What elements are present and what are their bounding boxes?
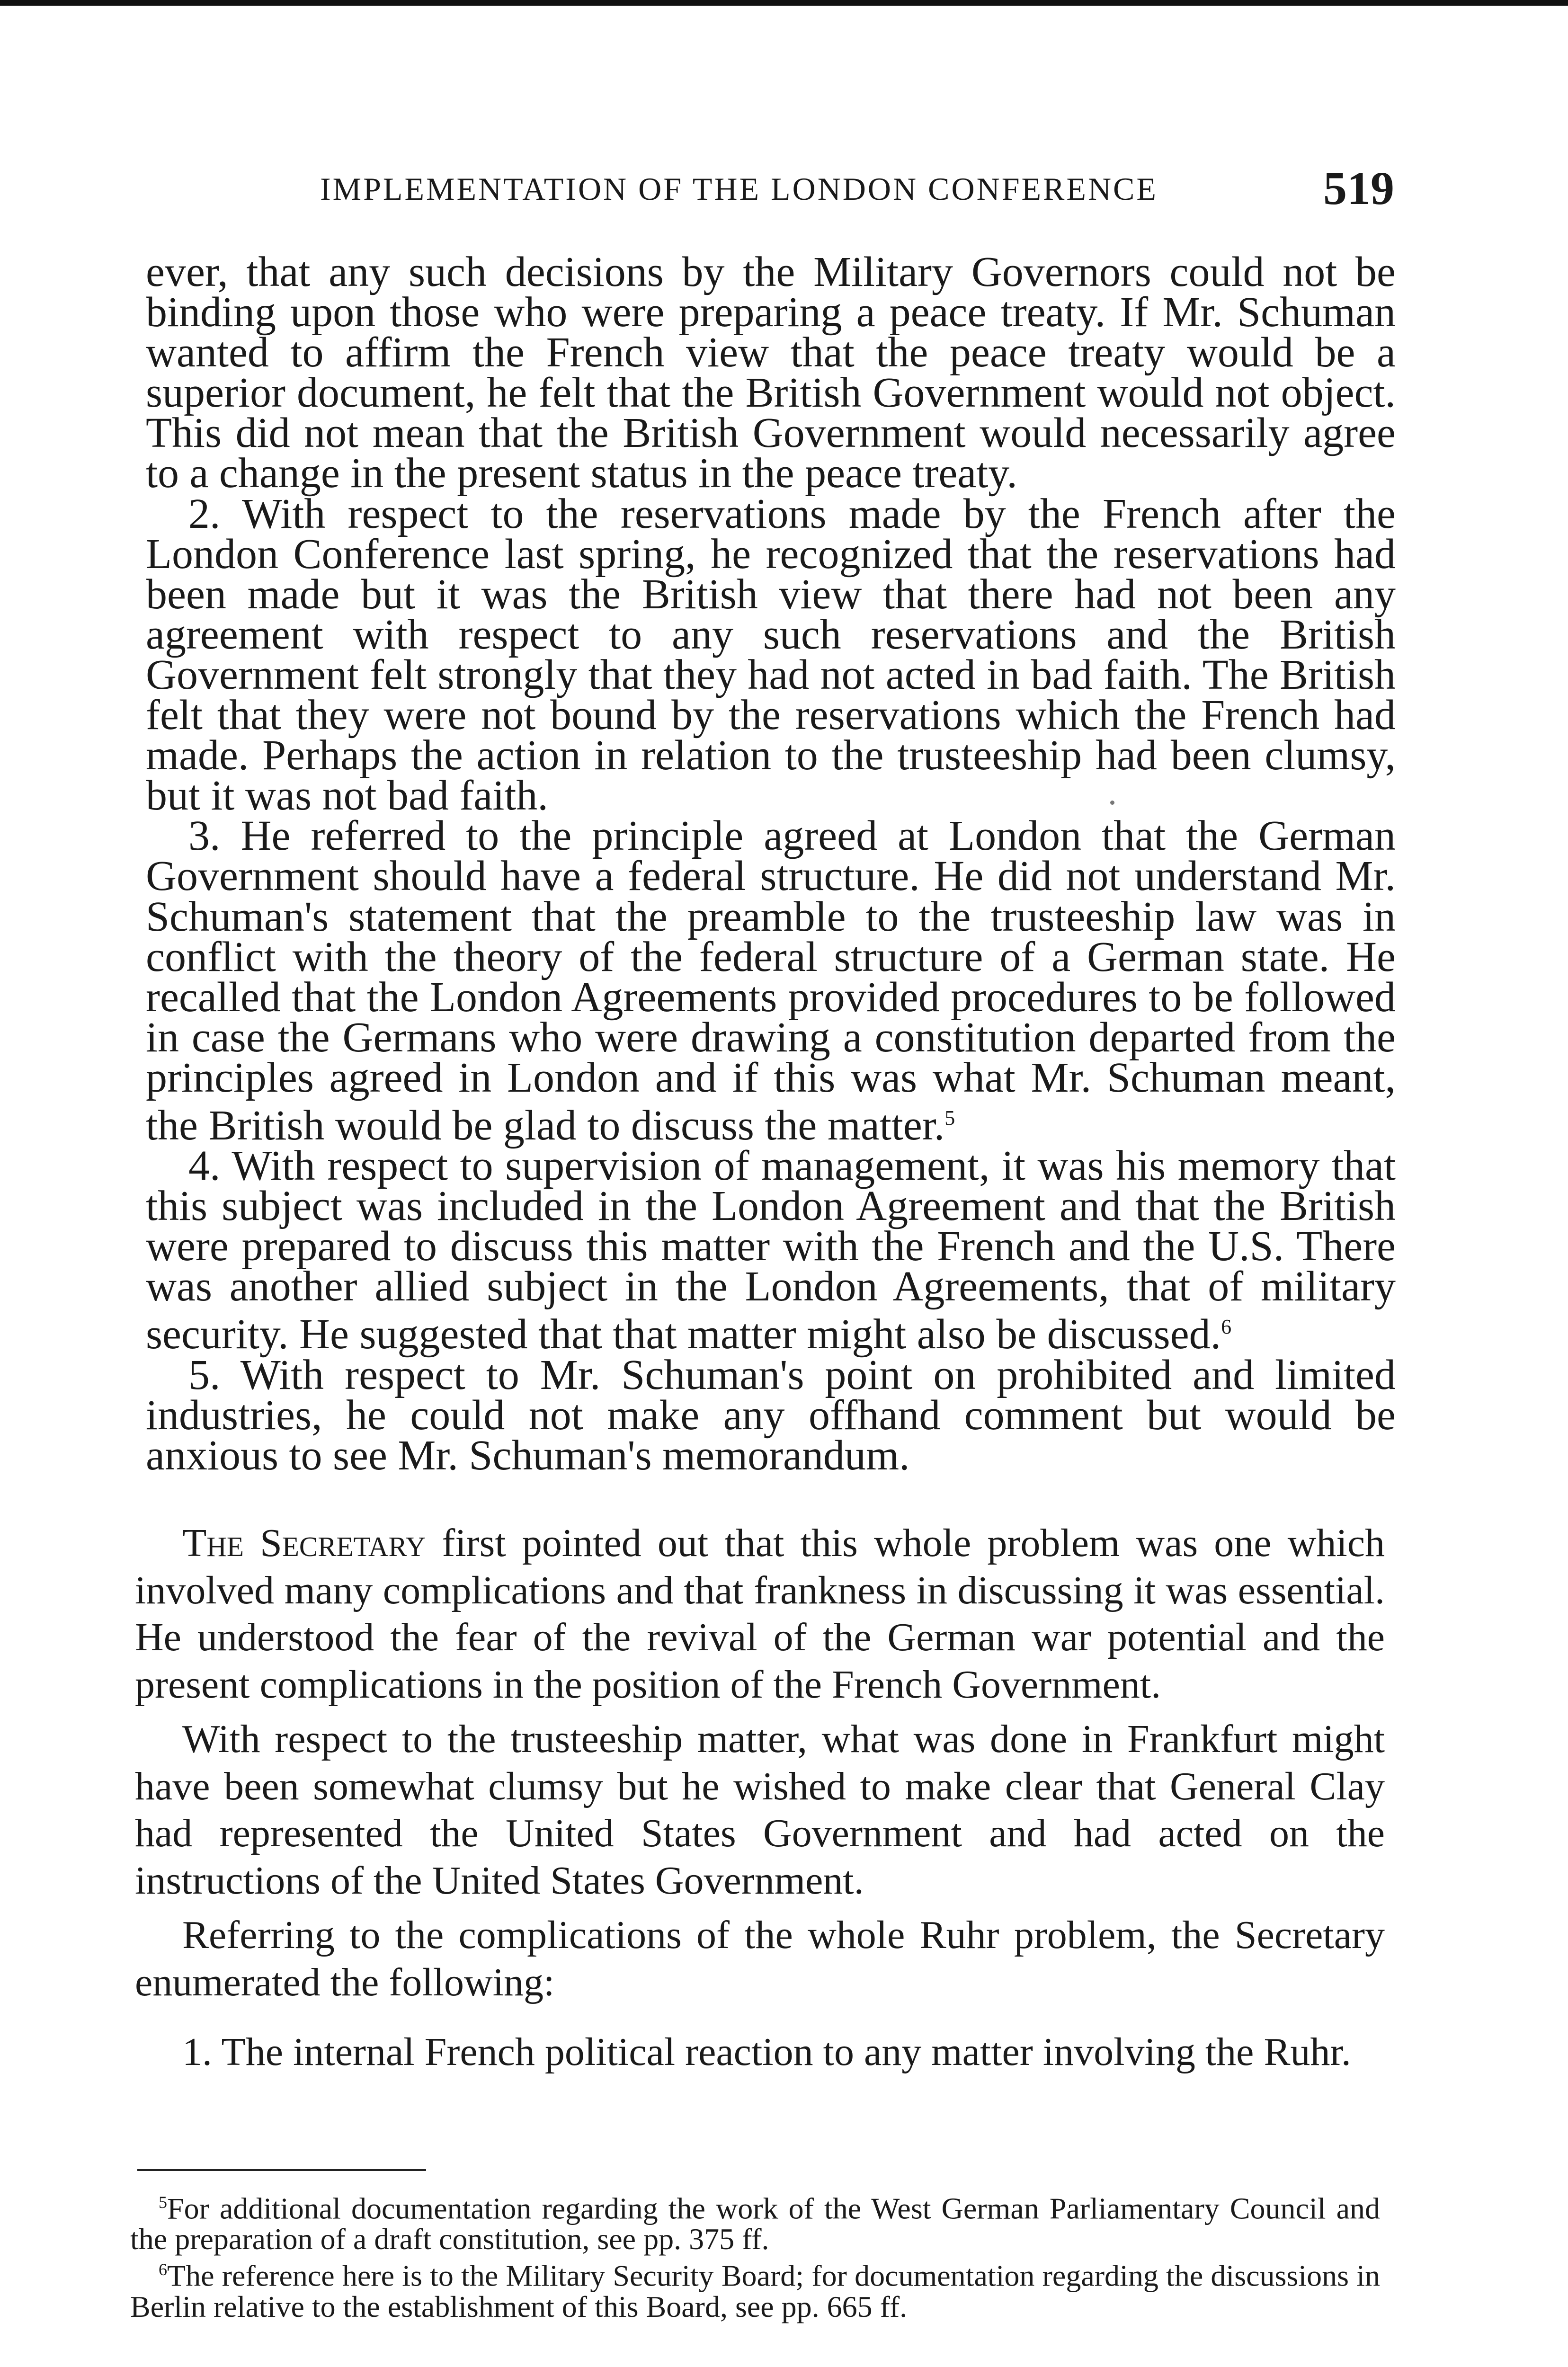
footnote-5: [130, 2187, 1380, 2254]
paragraph-secretary-text: first pointed out that this whole problem was one which involved many complications and that frankness in discussing it was essential. He understood the fear of the revival of the German war potential and the present complications in the position of the French Government.: [135, 1521, 1385, 1707]
paragraph-secretary: [135, 1520, 1385, 1708]
paragraph-point-4: [146, 1142, 1396, 1358]
footnotes: [130, 2187, 1380, 2322]
footnote-ref-5: 5: [944, 1106, 955, 1130]
paragraph-point-4-text: 4. With respect to supervision of management, it was his memory that this subject was included in the London Agreement and that the British were prepared to discuss this matter with the French and the U.S. There was another allied subject in the London Agreements, that of military security. He suggested that that matter might also be discussed.: [146, 1142, 1396, 1358]
body-text-section-2: [135, 1520, 1385, 2083]
body-text-section-1: [146, 249, 1396, 1479]
paragraph-point-5: 5. With respect to Mr. Schuman's point on prohibited and limited industries, he could not make any offhand comment but would be anxious to see Mr. Schuman's memorandum.: [146, 1351, 1396, 1479]
footnote-6: [130, 2254, 1380, 2322]
footnote-5-text: For additional documentation regarding the work of the West German Parliamentary Council and the preparation of a draft constitution, see pp. 375 ff.: [130, 2191, 1380, 2256]
top-border-rule: [0, 0, 1568, 6]
page-number: 519: [1323, 162, 1394, 214]
scan-speck: [1110, 801, 1114, 805]
paragraph-point-3: [146, 812, 1396, 1149]
paragraph-point-3-text: 3. He referred to the principle agreed at London that the German Government should have a federal structure. He did not understand Mr. Schuman's statement that the preamble to the trusteeship law was in conflict with the theory of the federal structure of a German state. He recalled that the London Agreements provided procedures to be followed in case the Germans who were drawing a constitution departed from the principles agreed in London and if this was what Mr. Schuman meant, the British would be glad to discuss the matter.: [146, 812, 1396, 1149]
paragraph-trusteeship: With respect to the trusteeship matter, what was done in Frankfurt might have been somewhat clumsy but he wished to make clear that General Clay had represented the United States Government and had acted on the instructions of the United States Government.: [135, 1717, 1385, 1903]
paragraph-continuation: ever, that any such decisions by the Military Governors could not be binding upon those who were preparing a peace treaty. If Mr. Schuman wanted to affirm the French view that the peace treaty would be a superior document, he felt that the British Government would not object. This did not mean that the British Government would necessarily agree to a change in the present status in the peace treaty.: [146, 249, 1396, 497]
footnote-divider: [137, 2169, 426, 2171]
paragraph-point-2: 2. With respect to the reservations made by the French after the London Conference last spring, he recognized that the reservations had been made but it was the British view that there had not been any agreement with respect to any such reservations and the British Government felt strongly that they had not acted in bad faith. The British felt that they were not bound by the reservations which the French had made. Perhaps the action in relation to the trusteeship had been clumsy, but it was not bad faith.: [146, 490, 1396, 819]
footnote-6-text: The reference here is to the Military Security Board; for documentation regarding the discussions in Berlin relative to the establishment of this Board, see pp. 665 ff.: [130, 2259, 1380, 2323]
footnote-6-marker: 6: [159, 2260, 167, 2279]
footnote-ref-6: 6: [1221, 1315, 1232, 1339]
running-head: IMPLEMENTATION OF THE LONDON CONFERENCE: [320, 171, 1158, 207]
speaker-name: The Secretary: [182, 1521, 426, 1565]
footnote-5-marker: 5: [159, 2193, 167, 2212]
list-item-1: 1. The internal French political reaction to any matter involving the Ruhr.: [182, 2030, 1351, 2074]
paragraph-ruhr-complications: Referring to the complications of the whole Ruhr problem, the Secretary enumerated the following:: [135, 1913, 1385, 2004]
